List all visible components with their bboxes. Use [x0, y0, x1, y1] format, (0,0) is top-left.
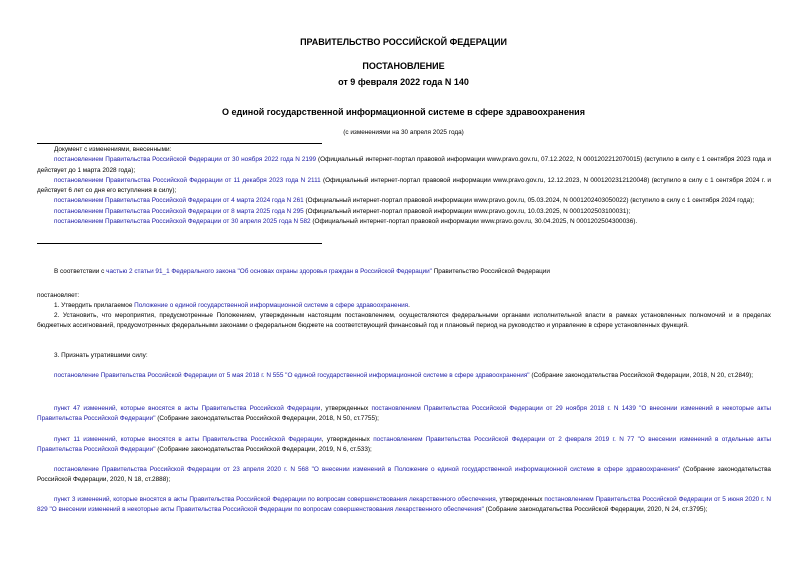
repealed-text: (Собрание законодательства Российской Федерации, 2019, N 6, ст.533); — [155, 446, 372, 454]
repealed-item — [37, 435, 771, 456]
amending-act-link[interactable]: постановлением Правительства Российской Федерации от 2 февраля 2019 г. N 77 "О внесении изменений в отдельные акты Правительства Российской Федерации" — [37, 436, 771, 454]
repealed-link[interactable]: пункт 47 изменений, которые вносятся в акты Правительства Российской Федерации — [54, 405, 321, 412]
repealed-item — [37, 371, 771, 381]
repealed-text: (Собрание законодательства Российской Федерации, 2018, N 20, ст.2849); — [529, 372, 754, 379]
change-item — [37, 155, 771, 176]
change-text: (Официальный интернет-портал правовой информации www.pravo.gov.ru, 12.12.2023, N 0001202312120048) (вступило в силу с 1 сентября 2024 г. и действует 6 лет со дня его вступления в силу); — [37, 176, 771, 195]
clause-2: 2. Установить, что мероприятия, предусмотренные Положением, утвержденным настоящим постановлением, осуществляются федеральными органами исполнительной власти в рамках установленных полномочий и в пределах бюджетных ассигнований, предусмотренных федеральными законами о федеральном бюджете на соответствующий финансовый год и плановый период на руководство и управление в сфере установленных функций. — [37, 312, 771, 330]
change-text: (Официальный интернет-портал правовой информации www.pravo.gov.ru, 30.04.2025, N 0001202504300036). — [310, 218, 638, 226]
repealed-link[interactable]: постановление Правительства Российской Федерации от 5 мая 2018 г. N 555 "О единой государственной информационной системе в сфере здравоохранения" — [54, 372, 530, 379]
repealed-link[interactable]: пункт 11 изменений, которые вносятся в акты Правительства Российской Федерации — [54, 436, 322, 443]
change-link[interactable]: постановлением Правительства Российской Федерации от 30 ноября 2022 года N 2199 — [54, 156, 317, 164]
repealed-text: (Собрание законодательства Российской Федерации, 2020, N 24, ст.3795); — [483, 506, 708, 514]
clause-3: 3. Признать утратившими силу: — [54, 352, 148, 359]
repealed-text: (Собрание законодательства Российской Федерации, 2020, N 18, ст.2888); — [37, 466, 771, 484]
clause-1-text: 1. Утвердить прилагаемое — [54, 302, 135, 309]
repealed-item — [37, 465, 771, 486]
document-date-number: от 9 февраля 2022 года N 140 — [338, 77, 469, 87]
changes-intro: Документ с изменениями, внесенными: — [54, 146, 172, 153]
change-item — [37, 196, 771, 206]
change-link[interactable]: постановлением Правительства Российской Федерации от 11 декабря 2023 года N 2111 — [54, 176, 321, 184]
federal-law-link[interactable]: частью 2 статьи 91_1 Федерального закона "Об основах охраны здоровья граждан в Российской Федерации" — [106, 268, 432, 275]
change-link[interactable]: постановлением Правительства Российской Федерации от 4 марта 2024 года N 261 — [54, 197, 304, 205]
repealed-item — [37, 495, 771, 516]
change-link[interactable]: постановлением Правительства Российской Федерации от 8 марта 2025 года N 295 — [54, 207, 304, 215]
legal-basis-paragraph — [37, 267, 771, 277]
change-text: (Официальный интернет-портал правовой информации www.pravo.gov.ru, 10.03.2025, N 0001202503100031); — [303, 207, 631, 215]
change-item — [37, 176, 771, 197]
change-link[interactable]: постановлением Правительства Российской Федерации от 30 апреля 2025 года N 582 — [54, 218, 311, 226]
divider-bottom — [37, 243, 322, 244]
changes-block — [37, 145, 771, 227]
revision-note: (с изменениями на 30 апреля 2025 года) — [343, 129, 464, 136]
clause-1-end: . — [408, 302, 410, 309]
document-title: О единой государственной информационной системе в сфере здравоохранения — [222, 107, 585, 117]
repealed-mid: , утвержденных — [320, 405, 372, 412]
repealed-text: (Собрание законодательства Российской Федерации, 2018, N 50, ст.7755); — [155, 415, 379, 423]
amending-act-link[interactable]: постановлением Правительства Российской Федерации от 5 июня 2020 г. N 829 "О внесении изменений в некоторые акты Правительства Российской Федерации по вопросам совершенствования лекарственного обеспечения" — [37, 496, 771, 514]
decree-word: постановляет: — [37, 292, 80, 299]
clause-1 — [37, 301, 771, 311]
amending-act-link[interactable]: постановлением Правительства Российской Федерации от 29 ноября 2018 г. N 1439 "О внесении изменений в некоторые акты Правительства Российской Федерации" — [37, 405, 771, 423]
change-item — [37, 207, 771, 217]
repealed-mid: , утвержденных — [495, 496, 545, 503]
issuer-heading: ПРАВИТЕЛЬСТВО РОССИЙСКОЙ ФЕДЕРАЦИИ — [300, 37, 507, 47]
repealed-link[interactable]: постановление Правительства Российской Федерации от 23 апреля 2020 г. N 568 "О внесении изменений в Положение о единой государственной информационной системе в сфере здравоохранения" — [54, 466, 681, 473]
repealed-item — [37, 404, 771, 425]
change-text: (Официальный интернет-портал правовой информации www.pravo.gov.ru, 07.12.2022, N 0001202212070015) (вступило в силу с 1 сентября 2023 года и действует до 1 марта 2028 года); — [37, 156, 771, 174]
document-type-heading: ПОСТАНОВЛЕНИЕ — [362, 61, 445, 71]
basis-text: В соответствии с — [54, 268, 107, 275]
change-text: (Официальный интернет-портал правовой информации www.pravo.gov.ru, 05.03.2024, N 0001202403050022) (вступило в силу с 1 сентября 2024 года); — [303, 197, 755, 205]
basis-text-end: Правительство Российской Федерации — [431, 268, 550, 275]
divider-top — [37, 143, 322, 144]
change-item — [37, 217, 771, 227]
repealed-link[interactable]: пункт 3 изменений, которые вносятся в акты Правительства Российской Федерации по вопросам совершенствования лекарственного обеспечения — [54, 496, 496, 503]
regulation-link[interactable]: Положение о единой государственной информационной системе в сфере здравоохранения — [134, 302, 409, 309]
repealed-mid: , утвержденных — [321, 436, 374, 443]
